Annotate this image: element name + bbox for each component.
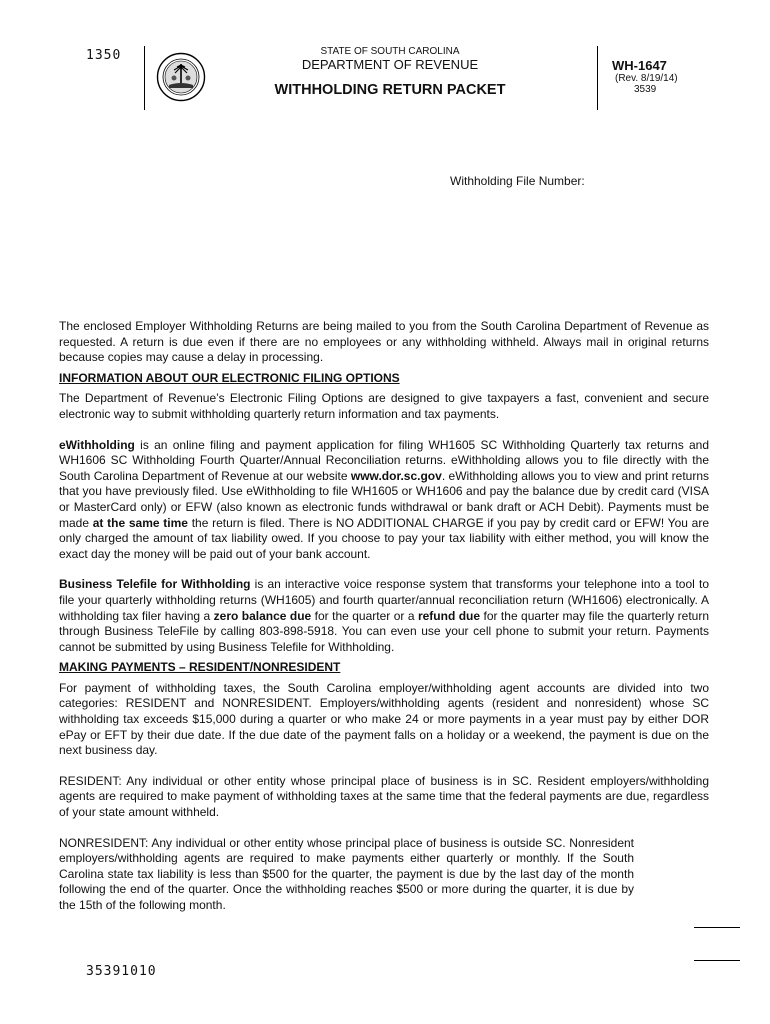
footer-code: 35391010 <box>86 964 157 979</box>
signature-line <box>694 960 740 961</box>
signature-line <box>694 927 740 928</box>
file-number-label: Withholding File Number: <box>450 174 585 188</box>
payments-intro: For payment of withholding taxes, the South Carolina employer/withholding agent accounts are divided into two categories: RESIDENT and NONRESIDENT. Employers/withholding agents (resident and nonresident) whose SC withholding tax exceeds $15,000 during a quarter or who make 24 or more payments in a year must pay by either DOR ePay or EFT by their due date. If the due date of the payment falls on a holiday or a weekend, the payment is due on the next business day. <box>59 680 709 758</box>
form-id: WH-1647 <box>612 58 667 73</box>
electronic-filing-heading: INFORMATION ABOUT OUR ELECTRONIC FILING OPTIONS <box>59 370 400 385</box>
form-code: 1350 <box>86 48 122 63</box>
header-divider-right <box>597 46 598 110</box>
department-name: DEPARTMENT OF REVENUE <box>301 57 479 72</box>
website-link[interactable]: www.dor.sc.gov <box>350 468 442 483</box>
main-content <box>59 319 709 914</box>
telefile-paragraph: Business Telefile for Withholding is an interactive voice response system that transforms your telephone into a tool to file your quarterly withholding returns (WH1605) and fourth quarter/annual reconciliation return (WH1606) electronically. A withholding tax filer having a zero balance due for the quarter or a refund due for the quarter may file the quarterly return through Business TeleFile by calling 803-898-5918. You can even use your cell phone to submit your return. Payments cannot be submitted by using Business Telefile for Withholding. <box>59 577 710 654</box>
form-identifier <box>612 58 712 95</box>
page-title: WITHHOLDING RETURN PACKET <box>274 82 506 98</box>
form-revision: (Rev. 8/19/14) <box>615 73 678 84</box>
state-name: STATE OF SOUTH CAROLINA <box>320 46 460 57</box>
payments-heading: MAKING PAYMENTS – RESIDENT/NONRESIDENT <box>59 660 341 675</box>
electronic-filing-intro: The Department of Revenue’s Electronic Filing Options are designed to give taxpayers a fast, convenient and secure electronic way to submit withholding quarterly return information and tax payments. <box>59 391 709 421</box>
header-center <box>240 46 540 98</box>
telefile-term: Business Telefile for Withholding <box>59 577 251 592</box>
form-number: 3539 <box>634 84 657 95</box>
nonresident-paragraph: NONRESIDENT: Any individual or other entity whose principal place of business is outside SC. Nonresident employers/withholding agents are required to make payments either quarterly or monthly. If the South Carolina state tax liability is less than $500 for the quarter, the payment is due by the last day of the month following the end of the quarter. Once the withholding reaches $500 or more during the quarter, it is due by the 15th of the following month. <box>59 835 634 912</box>
ewithholding-paragraph: eWithholding is an online filing and payment application for filing WH1605 SC Withholding Quarterly tax returns and WH1606 SC Withholding Fourth Quarter/Annual Reconciliation returns. eWithholding allows you to file directly with the South Carolina Department of Revenue at our website www.dor.sc.gov. eWithholding allows you to view and print returns that you have previously filed. Use eWithholding to file WH1605 or WH1606 and pay the balance due by credit card (VISA or MasterCard only) or EFW (also known as electronic funds withdrawal or bank draft or ACH Debit). Payments must be made at the same time the return is filed. There is NO ADDITIONAL CHARGE if you pay by credit card or EFW! You are only charged the amount of tax liability owed. If you choose to pay your tax liability with either method, you will know the exact day the money will be paid out of your bank account. <box>59 437 709 561</box>
resident-paragraph: RESIDENT: Any individual or other entity whose principal place of business is in SC. Resident employers/withholding agents are required to make payment of withholding taxes at the same time that the federal payments are due, regardless of your state amount withheld. <box>59 773 709 820</box>
intro-paragraph: The enclosed Employer Withholding Returns are being mailed to you from the South Carolina Department of Revenue as requested. A return is due even if there are no employees or any withholding withheld. Always mail in original returns because copies may cause a delay in processing. <box>59 319 709 365</box>
header-divider-left <box>144 46 145 110</box>
state-seal-icon <box>156 52 206 102</box>
ewithholding-term: eWithholding <box>59 437 135 452</box>
